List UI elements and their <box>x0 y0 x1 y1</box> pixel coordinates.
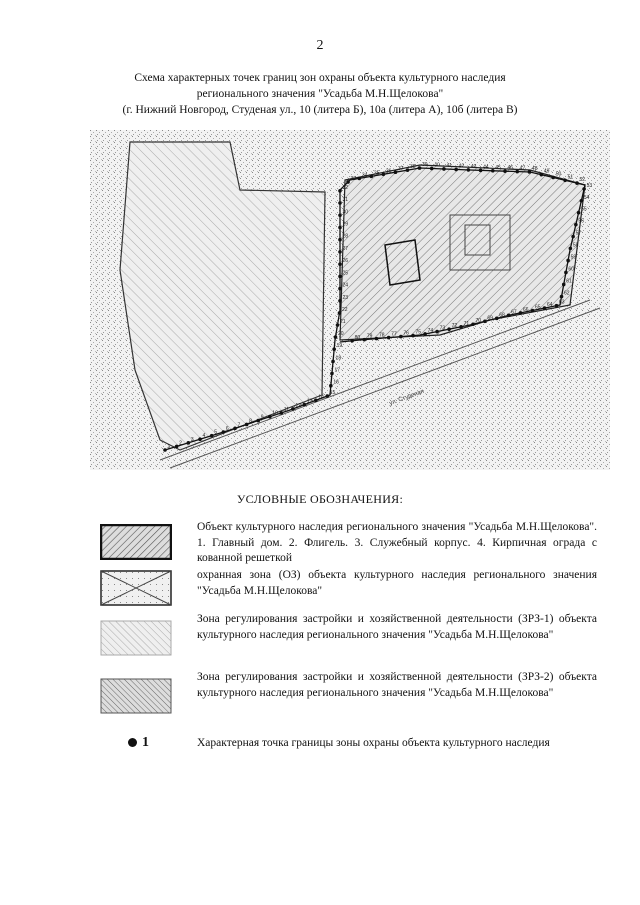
point-marker <box>314 399 318 403</box>
point-label: 6 <box>225 426 229 433</box>
point-marker <box>442 167 446 171</box>
point-label: 15 <box>329 390 336 397</box>
point-marker <box>423 332 427 336</box>
point-label: 25 <box>342 270 349 277</box>
point-marker <box>198 437 202 441</box>
point-label: 34 <box>361 172 368 179</box>
point-marker <box>507 314 511 318</box>
point-label: 5 <box>214 429 217 436</box>
point-marker <box>528 170 532 174</box>
point-marker <box>346 180 350 184</box>
point-label: 20 <box>337 331 344 338</box>
point-marker <box>418 166 422 170</box>
heritage-object-swatch <box>100 524 172 560</box>
point-marker <box>454 168 458 172</box>
point-label: 68 <box>499 312 505 319</box>
point-marker <box>268 415 272 419</box>
point-marker <box>370 175 374 179</box>
point-label: 65 <box>535 304 541 311</box>
point-marker <box>566 259 570 263</box>
point-marker <box>406 168 410 172</box>
point-label: 22 <box>342 306 348 313</box>
point-label: 31 <box>342 197 349 204</box>
legend-text: Объект культурного наследия регионального значения "Усадьба М.Н.Щелокова". 1. Главный дом. 2. Флигель. 3. Служебный корпус. 4. Кирпичная ограда с кованной решеткой <box>197 521 597 564</box>
point-marker <box>163 448 167 452</box>
heritage-object-area <box>385 240 420 285</box>
point-marker <box>543 306 547 310</box>
point-marker <box>551 176 555 180</box>
point-marker <box>575 181 579 185</box>
point-marker <box>503 169 507 173</box>
point-marker <box>411 334 415 338</box>
point-marker <box>291 407 295 411</box>
zrz2-swatch <box>100 678 172 714</box>
point-label: 28 <box>342 233 349 240</box>
point-label: 57 <box>575 230 582 237</box>
point-marker <box>358 177 362 181</box>
point-marker <box>336 323 340 327</box>
point-label: 14 <box>318 394 324 401</box>
point-label: 50 <box>555 171 562 178</box>
point-label: 54 <box>583 194 590 201</box>
point-marker <box>187 441 191 445</box>
point-marker <box>571 235 575 239</box>
legend-text: охранная зона (ОЗ) объекта культурного наследия регионального значения "Усадьба М.Н.Щелокова" <box>197 569 597 597</box>
point-label: 71 <box>463 320 470 327</box>
point-label: 7 <box>237 422 241 429</box>
point-marker <box>303 403 307 407</box>
point-label: 45 <box>495 164 501 171</box>
point-label: 64 <box>547 302 553 309</box>
point-marker <box>329 384 333 388</box>
point-marker <box>430 167 434 171</box>
point-label: 58 <box>572 242 579 249</box>
point-label: 26 <box>342 258 349 265</box>
point-marker <box>338 299 342 303</box>
point-symbol <box>128 735 149 751</box>
point-marker <box>338 250 342 254</box>
point-label: 38 <box>409 164 416 171</box>
point-label: 10 <box>272 410 278 417</box>
point-label: 35 <box>373 170 380 177</box>
point-label: 44 <box>483 164 489 171</box>
page-number: 2 <box>316 38 324 53</box>
legend-text: Зона регулирования застройки и хозяйственной деятельности (ЗРЗ-1) объекта культурного наследия регионального значения "Усадьба М.Н.Щелокова" <box>197 613 597 641</box>
point-label: 37 <box>397 166 404 173</box>
point-marker <box>222 430 226 434</box>
point-label: 21 <box>339 319 346 326</box>
point-label: 67 <box>511 309 517 316</box>
point-marker <box>574 223 578 227</box>
point-marker <box>459 325 463 329</box>
point-label: 29 <box>342 221 349 228</box>
point-marker <box>280 411 284 415</box>
point-marker <box>350 339 354 343</box>
point-marker <box>582 187 586 191</box>
point-label: 56 <box>578 218 584 225</box>
point-label: 63 <box>558 299 565 306</box>
point-label: 61 <box>566 278 572 285</box>
point-label: 72 <box>451 323 458 330</box>
point-label: 40 <box>434 162 440 169</box>
point-label: 73 <box>439 325 446 332</box>
point-marker <box>338 262 342 266</box>
point-label: 33 <box>350 175 357 182</box>
zone-boundary-map <box>90 130 610 470</box>
point-marker <box>338 287 342 291</box>
protection-zone-swatch <box>100 570 172 606</box>
point-label: 18 <box>335 355 342 362</box>
point-marker <box>338 275 342 279</box>
point-label: 17 <box>334 367 341 374</box>
point-label: 75 <box>415 329 422 336</box>
point-marker <box>399 335 403 339</box>
point-label: 51 <box>567 174 574 181</box>
point-marker <box>325 394 329 398</box>
point-label: 24 <box>342 282 349 289</box>
point-marker <box>330 372 334 376</box>
point-label: 1 <box>167 444 171 450</box>
point-label: 59 <box>570 254 577 261</box>
point-marker <box>338 189 342 193</box>
point-label: 32 <box>342 184 349 191</box>
point-marker <box>479 169 483 173</box>
point-marker <box>495 317 499 321</box>
point-marker <box>233 427 237 431</box>
point-label: 49 <box>543 168 550 175</box>
point-label: 27 <box>342 245 349 252</box>
point-label: 8 <box>249 418 252 425</box>
legend-text: Характерная точка границы зоны охраны объекта культурного наследия <box>197 737 550 749</box>
point-label: 48 <box>531 165 538 172</box>
point-marker <box>447 327 451 331</box>
point-marker <box>515 170 519 174</box>
point-label: 80 <box>354 334 361 341</box>
point-label: 39 <box>422 162 428 169</box>
point-marker <box>245 423 249 427</box>
point-marker <box>210 434 214 438</box>
point-marker <box>338 238 342 242</box>
point-marker <box>531 309 535 313</box>
point-label: 3 <box>190 436 194 443</box>
point-marker <box>564 271 568 275</box>
point-label: 76 <box>403 330 409 337</box>
point-label: 16 <box>333 379 339 386</box>
point-label: 77 <box>391 331 397 338</box>
point-marker <box>338 201 342 205</box>
point-label: 12 <box>295 402 302 409</box>
point-marker <box>467 168 471 172</box>
point-label: 11 <box>283 406 290 413</box>
point-label: 9 <box>260 414 264 421</box>
zrz1-swatch <box>100 620 172 656</box>
street-label: ул. Студеная <box>388 388 425 407</box>
point-label: 23 <box>342 294 349 301</box>
point-marker <box>256 419 260 423</box>
document-title <box>60 70 580 118</box>
point-label: 66 <box>523 306 529 313</box>
point-label: 43 <box>470 163 477 170</box>
legend-text: Зона регулирования застройки и хозяйственной деятельности (ЗРЗ-2) объекта культурного наследия регионального значения "Усадьба М.Н.Щелокова" <box>197 671 597 699</box>
title-line-1: Схема характерных точек границ зон охраны объекта культурного наследия <box>134 72 506 84</box>
point-marker <box>540 173 544 177</box>
point-marker <box>519 311 523 315</box>
point-marker <box>175 445 179 449</box>
point-marker <box>563 179 567 183</box>
point-label: 74 <box>427 327 434 334</box>
point-marker <box>382 172 386 176</box>
point-marker <box>569 247 573 251</box>
point-label: 70 <box>475 318 482 325</box>
point-marker <box>435 330 439 334</box>
point-marker <box>334 335 338 339</box>
point-marker <box>577 211 581 215</box>
point-marker <box>555 304 559 308</box>
point-marker <box>338 226 342 230</box>
point-marker <box>363 338 367 342</box>
point-label: 69 <box>487 315 493 322</box>
point-marker <box>471 322 475 326</box>
point-marker <box>562 283 566 287</box>
title-line-2: регионального значения "Усадьба М.Н.Щелокова" <box>196 88 444 100</box>
point-label: 55 <box>581 206 587 213</box>
point-label: 13 <box>306 398 313 405</box>
point-label: 30 <box>342 209 349 216</box>
point-marker <box>394 170 398 174</box>
point-marker <box>338 213 342 217</box>
point-label: 46 <box>507 165 514 172</box>
point-label: 79 <box>366 333 373 340</box>
point-label: 47 <box>519 165 526 172</box>
point-dot-icon <box>128 738 137 747</box>
point-marker <box>580 199 584 203</box>
point-label: 19 <box>336 343 343 350</box>
point-marker <box>338 311 342 315</box>
point-marker <box>491 169 495 173</box>
point-label: 41 <box>446 162 453 169</box>
point-marker <box>375 337 379 341</box>
point-marker <box>331 360 335 364</box>
point-label: 4 <box>202 433 206 440</box>
point-label: 62 <box>564 290 570 297</box>
point-label: 52 <box>579 177 586 184</box>
legend-heading: УСЛОВНЫЕ ОБОЗНАЧЕНИЯ: <box>236 492 404 506</box>
point-label: 36 <box>385 168 392 175</box>
point-marker <box>332 347 336 351</box>
point-marker <box>483 319 487 323</box>
point-symbol-number: 1 <box>142 735 149 750</box>
title-line-3: (г. Нижний Новгород, Студеная ул., 10 (литера Б), 10а (литера А), 10б (литера В) <box>122 104 518 116</box>
point-label: 53 <box>586 182 593 189</box>
point-label: 42 <box>458 163 465 170</box>
point-label: 60 <box>568 266 574 273</box>
point-marker <box>560 295 564 299</box>
point-marker <box>387 336 391 340</box>
point-label: 2 <box>179 440 182 447</box>
point-label: 78 <box>378 332 385 339</box>
